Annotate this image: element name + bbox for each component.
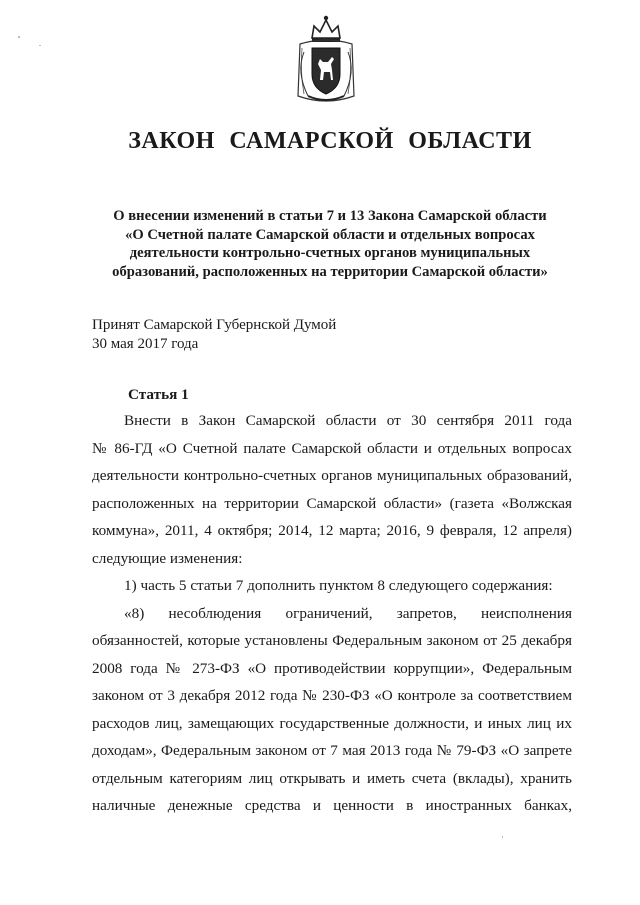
body-line: расположенных на территории Самарской области» (газета «Волжская (92, 494, 572, 512)
subtitle-line: «О Счетной палате Самарской области и отдельных вопросах (125, 226, 535, 243)
body-line: коммуна», 2011, 4 октября; 2014, 12 марта; 2016, 9 февраля, 12 апреля) (92, 522, 572, 539)
scan-speck (502, 836, 503, 838)
body-line: наличные денежные средства и ценности в иностранных банках, (92, 797, 572, 814)
body-line: Внести в Закон Самарской области от 30 сентября 2011 года (124, 412, 572, 429)
body-line: 1) часть 5 статьи 7 дополнить пунктом 8 следующего содержания: (124, 577, 553, 594)
scan-speck (39, 45, 41, 46)
article-heading: Статья 1 (128, 386, 189, 403)
body-line: законом от 3 декабря 2012 года № 230-ФЗ «О контроле за соответствием (92, 687, 572, 704)
scan-speck (18, 36, 20, 38)
body-line: доходам», Федеральным законом от 7 мая 2013 года № 79-ФЗ «О запрете (92, 742, 572, 759)
body-line: деятельности контрольно-счетных органов муниципальных образований, (92, 467, 572, 484)
adoption-block (92, 316, 492, 354)
body-line: отдельным категориям лиц открывать и иметь счета (вклады), хранить (92, 769, 572, 787)
adopted-date: 30 мая 2017 года (92, 336, 199, 352)
subtitle-line: деятельности контрольно-счетных органов муниципальных (129, 245, 531, 261)
body-line: следующие изменения: (92, 549, 243, 567)
law-title: ЗАКОН САМАРСКОЙ ОБЛАСТИ (128, 128, 532, 154)
body-line: 2008 года № 273-ФЗ «О противодействии коррупции», Федеральным (92, 659, 572, 677)
adopted-by: Принят Самарской Губернской Думой (92, 317, 337, 333)
samara-coat-of-arms-icon (290, 12, 362, 108)
body-line: «8) несоблюдения ограничений, запретов, неисполнения (124, 604, 572, 622)
article-body (92, 407, 572, 820)
subtitle-line: образований, расположенных на территории Самарской области» (112, 263, 548, 280)
law-subtitle (90, 207, 570, 281)
body-line: № 86-ГД «О Счетной палате Самарской области и отдельных вопросах (92, 439, 572, 457)
subtitle-line: О внесении изменений в статьи 7 и 13 Закона Самарской области (113, 208, 547, 224)
body-line: обязанностей, которые установлены Федеральным законом от 25 декабря (92, 632, 572, 649)
body-line: расходов лиц, замещающих государственные должности, и иных лиц их (92, 714, 572, 732)
